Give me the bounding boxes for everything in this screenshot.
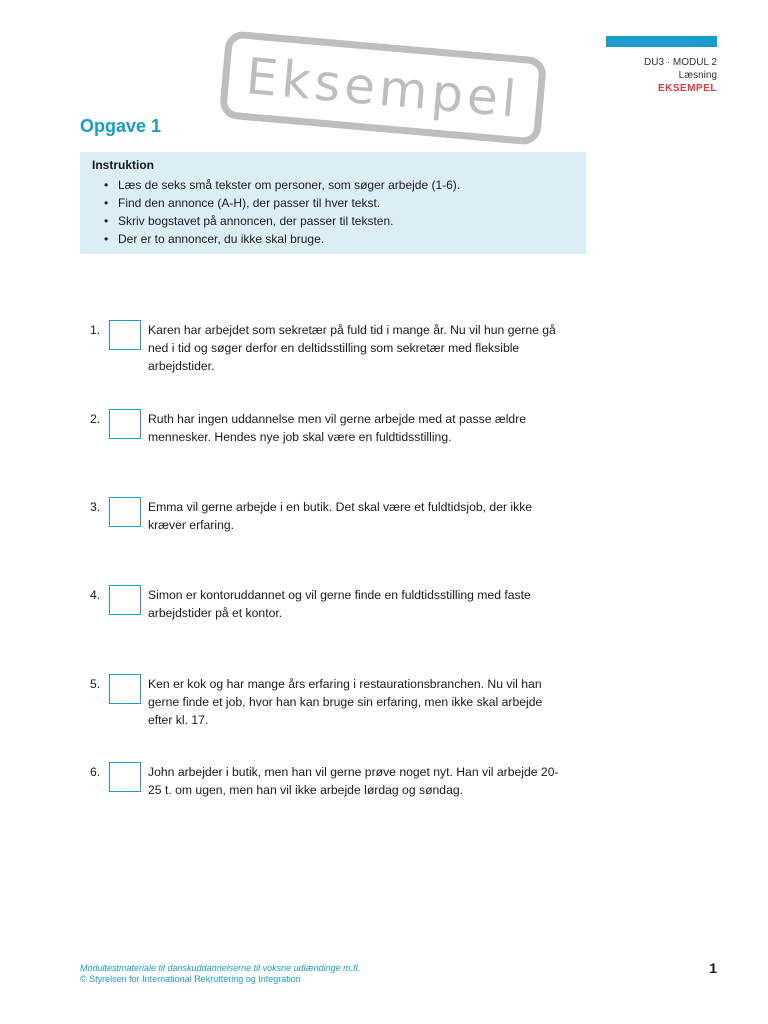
instruction-continuation (104, 230, 574, 248)
answer-box-4[interactable] (109, 585, 141, 615)
page-title: Opgave 1 (80, 116, 162, 136)
task-number: 3. (90, 500, 101, 514)
instruction-box (80, 152, 586, 254)
section-label: Læsning (678, 70, 717, 81)
task-number: 5. (90, 677, 101, 691)
answer-box-1[interactable] (109, 320, 141, 350)
footer-line-2: © Styrelsen for International Rekruttering og Integration (80, 974, 301, 984)
task-number: 4. (90, 588, 101, 602)
task-text: Ken er kok og har mange års erfaring i restaurationsbranchen. Nu vil han gerne finde et job, hvor han kan bruge sin erfaring, men ikke skal arbejde efter kl. 17. (148, 677, 543, 727)
task-text: Simon er kontoruddannet og vil gerne finde en fuldtidsstilling med faste arbejdstider på et kontor. (148, 588, 531, 620)
task-text: Ruth har ingen uddannelse men vil gerne arbejde med at passe ældre mennesker. Hendes nye job skal være en fuldtidsstilling. (148, 412, 527, 444)
instruction-list (92, 176, 574, 248)
page-footer (80, 963, 360, 985)
example-stamp-text: Eksempel (243, 47, 523, 129)
header-accent-bar (606, 36, 717, 47)
example-stamp (219, 30, 547, 146)
instruction-item: • Find den annonce (A-H), der passer til hver tekst. (104, 194, 574, 212)
task-number: 1. (90, 323, 101, 337)
module-header (644, 56, 717, 95)
module-label: DU3 · MODUL 2 (644, 57, 717, 68)
task-text: Emma vil gerne arbejde i en butik. Det skal være et fuldtidsjob, der ikke kræver erfaring. (148, 500, 533, 532)
footer-line-1: Modultestmateriale til danskuddannelserne til voksne udlændinge m.fl. (80, 963, 361, 973)
task-number: 2. (90, 412, 101, 426)
answer-box-3[interactable] (109, 497, 141, 527)
instruction-continuation-text: Der er to annoncer, du ikke skal bruge. (118, 232, 325, 246)
instruction-item: • Skriv bogstavet på annoncen, der passer til teksten. (104, 212, 574, 230)
answer-box-2[interactable] (109, 409, 141, 439)
task-number: 6. (90, 765, 101, 779)
answer-box-5[interactable] (109, 674, 141, 704)
task-text: John arbejder i butik, men han vil gerne prøve noget nyt. Han vil arbejde 20-25 t. om ugen, men han vil ikke arbejde lørdag og søndag. (148, 765, 559, 797)
instruction-heading: Instruktion (92, 158, 154, 172)
answer-box-6[interactable] (109, 762, 141, 792)
example-tag: EKSEMPEL (657, 83, 717, 94)
page-number: 1 (709, 960, 717, 976)
instruction-item: • Læs de seks små tekster om personer, som søger arbejde (1-6). (104, 176, 574, 194)
task-text: Karen har arbejdet som sekretær på fuld tid i mange år. Nu vil hun gerne gå ned i tid og søger derfor en deltidsstilling som sekretær med fleksible arbejdstider. (148, 323, 556, 373)
